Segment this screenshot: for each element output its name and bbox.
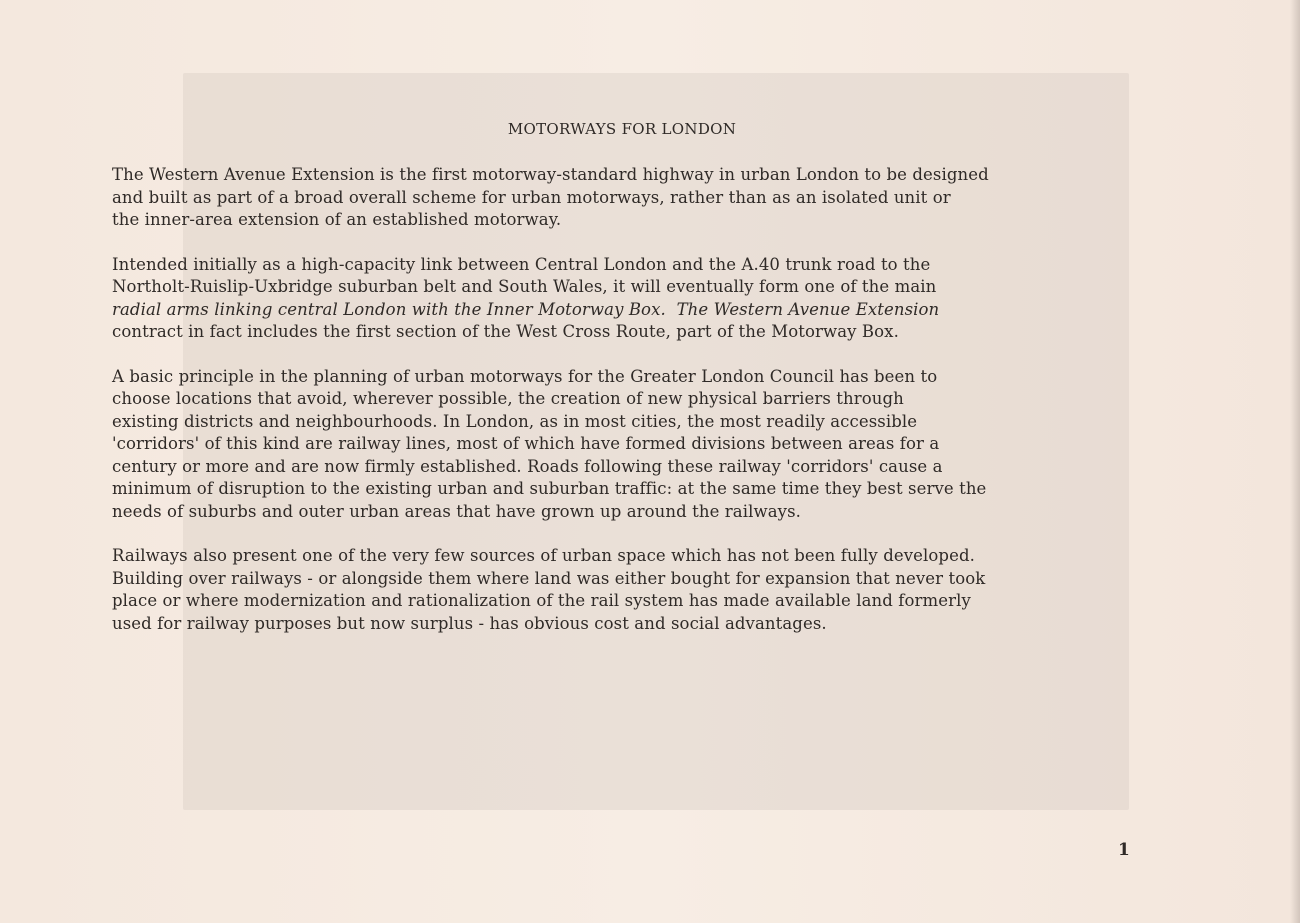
text-line: The Western Avenue Extension is the first motorway-standard highway in urban London to be designed [112,165,989,184]
text-line: used for railway purposes but now surplus - has obvious cost and social advantages. [112,613,827,633]
page-title: MOTORWAYS FOR LONDON [507,120,737,138]
text-line: Intended initially as a high-capacity link between Central London and the A.40 trunk road to the [112,254,931,274]
text-line: needs of suburbs and outer urban areas that have grown up around the railways. [112,501,801,521]
text-line: century or more and are now firmly established. Roads following these railway 'corridors' cause a [112,456,943,476]
document-body [112,120,1132,657]
paragraph-4 [112,545,1132,635]
text-line: A basic principle in the planning of urban motorways for the Greater London Council has been to [112,366,938,386]
paragraph-2 [112,254,1132,344]
text-line: Railways also present one of the very few sources of urban space which has not been fully developed. [112,546,975,565]
text-line: the inner-area extension of an established motorway. [112,210,562,229]
text-line: place or where modernization and rationalization of the rail system has made available land formerly [112,591,971,610]
italic-phrase-b: The Western Avenue Extension [676,299,940,319]
paragraph-3 [112,366,1132,524]
text-line: choose locations that avoid, wherever possible, the creation of new physical barriers through [112,389,904,408]
italic-text-line [112,299,1132,322]
page-edge-shadow [1290,0,1300,923]
text-line: 'corridors' of this kind are railway lines, most of which have formed divisions between areas for a [112,434,940,453]
text-line: minimum of disruption to the existing urban and suburban traffic: at the same time they best serve the [112,479,987,498]
text-line: Northolt-Ruislip-Uxbridge suburban belt and South Wales, it will eventually form one of the main [112,277,937,296]
text-line: and built as part of a broad overall scheme for urban motorways, rather than as an isolated unit or [112,187,951,207]
text-line: existing districts and neighbourhoods. In London, as in most cities, the most readily accessible [112,411,918,431]
paragraph-1 [112,164,1132,232]
page-number: 1 [1118,840,1130,860]
text-line: Building over railways - or alongside them where land was either bought for expansion that never took [112,568,986,588]
italic-phrase-a: radial arms linking central London with the Inner Motorway Box. [112,299,666,319]
text-line: contract in fact includes the first section of the West Cross Route, part of the Motorway Box. [112,322,899,341]
